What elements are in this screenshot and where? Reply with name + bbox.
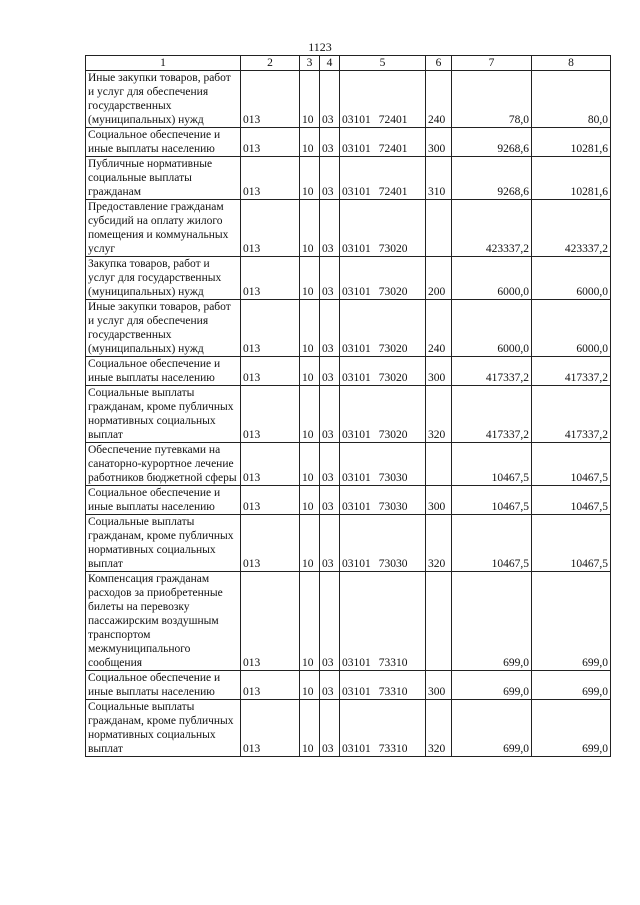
- section-code: 10: [300, 572, 320, 671]
- row-name: Компенсация гражданам расходов за приобретенные билеты на перевозку пассажирским воздушным транспортом межмуниципального сообщения: [86, 572, 241, 671]
- section-code: 10: [300, 671, 320, 700]
- expense-type-code: 300: [426, 671, 452, 700]
- expense-type-code: [426, 443, 452, 486]
- section-code: 10: [300, 386, 320, 443]
- direction-code: 73020: [378, 372, 408, 384]
- section-code: 10: [300, 128, 320, 157]
- amount-year-2: 10281,6: [532, 157, 611, 200]
- row-name: Социальные выплаты гражданам, кроме публичных нормативных социальных выплат: [86, 700, 241, 757]
- program-code: 03101: [342, 686, 371, 698]
- table-row: [86, 700, 611, 757]
- subsection-code: 03: [320, 257, 340, 300]
- amount-year-1: 10467,5: [452, 486, 532, 515]
- program-code: 03101: [342, 472, 371, 484]
- amount-year-1: 78,0: [452, 71, 532, 128]
- target-article-code: [340, 515, 426, 572]
- subsection-code: 03: [320, 443, 340, 486]
- row-name: Социальное обеспечение и иные выплаты населению: [86, 671, 241, 700]
- target-article-code: [340, 357, 426, 386]
- target-article-code: [340, 386, 426, 443]
- expense-type-code: 320: [426, 386, 452, 443]
- amount-year-2: 10281,6: [532, 128, 611, 157]
- direction-code: 72401: [378, 114, 408, 126]
- expense-type-code: [426, 200, 452, 257]
- table-row: [86, 200, 611, 257]
- direction-code: 73020: [378, 429, 408, 441]
- target-article-code: [340, 157, 426, 200]
- page-number: 1123: [308, 40, 332, 54]
- section-code: 10: [300, 200, 320, 257]
- target-article-code: [340, 700, 426, 757]
- ministry-code: 013: [241, 671, 300, 700]
- program-code: 03101: [342, 343, 371, 355]
- row-name: Иные закупки товаров, работ и услуг для обеспечения государственных (муниципальных) нужд: [86, 71, 241, 128]
- target-article-code: [340, 486, 426, 515]
- subsection-code: 03: [320, 357, 340, 386]
- ministry-code: 013: [241, 128, 300, 157]
- table-header-row: [86, 56, 611, 71]
- subsection-code: 03: [320, 700, 340, 757]
- table-row: [86, 300, 611, 357]
- expense-type-code: 320: [426, 515, 452, 572]
- amount-year-2: 10467,5: [532, 443, 611, 486]
- ministry-code: 013: [241, 357, 300, 386]
- target-article-code: [340, 300, 426, 357]
- amount-year-1: 10467,5: [452, 515, 532, 572]
- table-row: [86, 357, 611, 386]
- ministry-code: 013: [241, 200, 300, 257]
- row-name: Социальное обеспечение и иные выплаты населению: [86, 128, 241, 157]
- direction-code: 73030: [378, 501, 408, 513]
- target-article-code: [340, 128, 426, 157]
- direction-code: 73310: [378, 686, 408, 698]
- section-code: 10: [300, 700, 320, 757]
- ministry-code: 013: [241, 443, 300, 486]
- table-row: [86, 128, 611, 157]
- program-code: 03101: [342, 243, 371, 255]
- program-code: 03101: [342, 657, 371, 669]
- subsection-code: 03: [320, 515, 340, 572]
- amount-year-1: 423337,2: [452, 200, 532, 257]
- row-name: Публичные нормативные социальные выплаты гражданам: [86, 157, 241, 200]
- ministry-code: 013: [241, 71, 300, 128]
- direction-code: 73310: [378, 657, 408, 669]
- ministry-code: 013: [241, 386, 300, 443]
- row-name: Иные закупки товаров, работ и услуг для обеспечения государственных (муниципальных) нужд: [86, 300, 241, 357]
- ministry-code: 013: [241, 300, 300, 357]
- amount-year-2: 423337,2: [532, 200, 611, 257]
- row-name: Социальное обеспечение и иные выплаты населению: [86, 486, 241, 515]
- expense-type-code: 240: [426, 300, 452, 357]
- column-header: 3: [300, 56, 320, 71]
- direction-code: 73020: [378, 243, 408, 255]
- ministry-code: 013: [241, 157, 300, 200]
- amount-year-2: 6000,0: [532, 300, 611, 357]
- table-row: [86, 443, 611, 486]
- expense-type-code: 300: [426, 486, 452, 515]
- table-row: [86, 486, 611, 515]
- amount-year-2: 6000,0: [532, 257, 611, 300]
- target-article-code: [340, 443, 426, 486]
- amount-year-2: 699,0: [532, 700, 611, 757]
- subsection-code: 03: [320, 300, 340, 357]
- amount-year-1: 6000,0: [452, 300, 532, 357]
- subsection-code: 03: [320, 671, 340, 700]
- ministry-code: 013: [241, 486, 300, 515]
- amount-year-2: 417337,2: [532, 357, 611, 386]
- direction-code: 73310: [378, 743, 408, 755]
- target-article-code: [340, 572, 426, 671]
- column-header: 8: [532, 56, 611, 71]
- table-row: [86, 71, 611, 128]
- column-header: 2: [241, 56, 300, 71]
- row-name: Социальные выплаты гражданам, кроме публичных нормативных социальных выплат: [86, 515, 241, 572]
- table-row: [86, 157, 611, 200]
- direction-code: 73020: [378, 343, 408, 355]
- column-header: 7: [452, 56, 532, 71]
- subsection-code: 03: [320, 128, 340, 157]
- target-article-code: [340, 200, 426, 257]
- amount-year-1: 9268,6: [452, 128, 532, 157]
- amount-year-2: 80,0: [532, 71, 611, 128]
- row-name: Социальные выплаты гражданам, кроме публичных нормативных социальных выплат: [86, 386, 241, 443]
- subsection-code: 03: [320, 386, 340, 443]
- section-code: 10: [300, 257, 320, 300]
- subsection-code: 03: [320, 572, 340, 671]
- subsection-code: 03: [320, 71, 340, 128]
- row-name: Предоставление гражданам субсидий на оплату жилого помещения и коммунальных услуг: [86, 200, 241, 257]
- column-header: 5: [340, 56, 426, 71]
- target-article-code: [340, 71, 426, 128]
- table-body: [86, 71, 611, 757]
- column-header: 4: [320, 56, 340, 71]
- ministry-code: 013: [241, 515, 300, 572]
- column-header: 6: [426, 56, 452, 71]
- program-code: 03101: [342, 501, 371, 513]
- target-article-code: [340, 671, 426, 700]
- row-name: Обеспечение путевками на санаторно-курортное лечение работников бюджетной сферы: [86, 443, 241, 486]
- amount-year-1: 699,0: [452, 671, 532, 700]
- ministry-code: 013: [241, 572, 300, 671]
- subsection-code: 03: [320, 200, 340, 257]
- direction-code: 73030: [378, 472, 408, 484]
- amount-year-1: 6000,0: [452, 257, 532, 300]
- amount-year-1: 417337,2: [452, 357, 532, 386]
- target-article-code: [340, 257, 426, 300]
- program-code: 03101: [342, 114, 371, 126]
- amount-year-1: 699,0: [452, 572, 532, 671]
- program-code: 03101: [342, 286, 371, 298]
- amount-year-1: 417337,2: [452, 386, 532, 443]
- program-code: 03101: [342, 743, 371, 755]
- expense-type-code: 300: [426, 357, 452, 386]
- amount-year-1: 699,0: [452, 700, 532, 757]
- program-code: 03101: [342, 143, 371, 155]
- budget-table: [85, 55, 611, 757]
- table-row: [86, 572, 611, 671]
- table-row: [86, 671, 611, 700]
- amount-year-2: 10467,5: [532, 515, 611, 572]
- program-code: 03101: [342, 186, 371, 198]
- program-code: 03101: [342, 372, 371, 384]
- column-header: 1: [86, 56, 241, 71]
- table-row: [86, 515, 611, 572]
- row-name: Социальное обеспечение и иные выплаты населению: [86, 357, 241, 386]
- section-code: 10: [300, 157, 320, 200]
- section-code: 10: [300, 486, 320, 515]
- subsection-code: 03: [320, 157, 340, 200]
- amount-year-1: 9268,6: [452, 157, 532, 200]
- amount-year-2: 699,0: [532, 572, 611, 671]
- direction-code: 72401: [378, 186, 408, 198]
- section-code: 10: [300, 515, 320, 572]
- ministry-code: 013: [241, 700, 300, 757]
- section-code: 10: [300, 300, 320, 357]
- section-code: 10: [300, 71, 320, 128]
- table-row: [86, 386, 611, 443]
- row-name: Закупка товаров, работ и услуг для государственных (муниципальных) нужд: [86, 257, 241, 300]
- section-code: 10: [300, 443, 320, 486]
- expense-type-code: 300: [426, 128, 452, 157]
- direction-code: 73030: [378, 558, 408, 570]
- expense-type-code: 240: [426, 71, 452, 128]
- direction-code: 73020: [378, 286, 408, 298]
- section-code: 10: [300, 357, 320, 386]
- expense-type-code: 310: [426, 157, 452, 200]
- expense-type-code: 200: [426, 257, 452, 300]
- expense-type-code: [426, 572, 452, 671]
- amount-year-2: 699,0: [532, 671, 611, 700]
- table-row: [86, 257, 611, 300]
- amount-year-2: 417337,2: [532, 386, 611, 443]
- subsection-code: 03: [320, 486, 340, 515]
- program-code: 03101: [342, 429, 371, 441]
- direction-code: 72401: [378, 143, 408, 155]
- amount-year-2: 10467,5: [532, 486, 611, 515]
- ministry-code: 013: [241, 257, 300, 300]
- program-code: 03101: [342, 558, 371, 570]
- expense-type-code: 320: [426, 700, 452, 757]
- amount-year-1: 10467,5: [452, 443, 532, 486]
